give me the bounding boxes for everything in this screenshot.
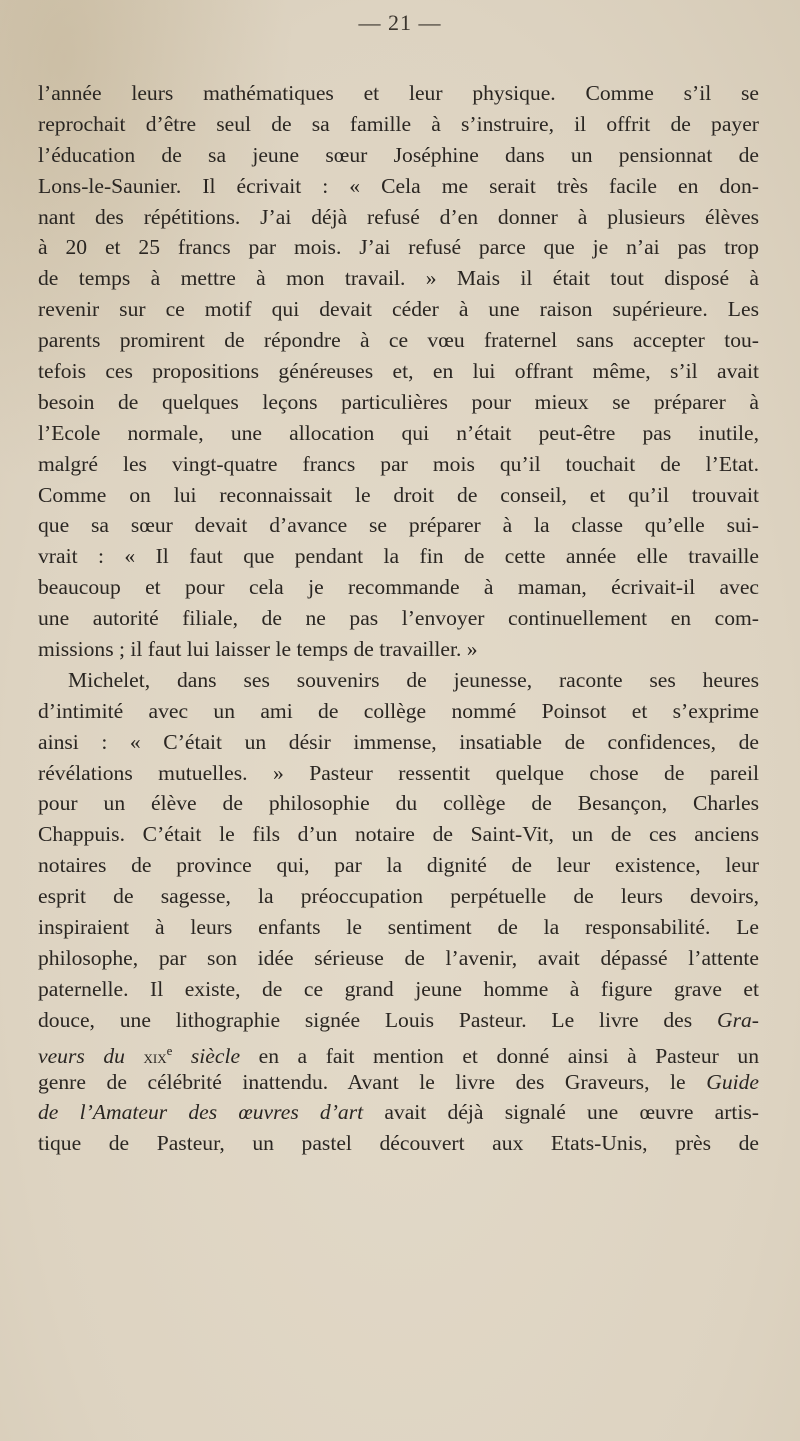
text-line: revenir sur ce motif qui devait céder à une raison supérieure. Les [38, 297, 759, 322]
italic-text: veurs du [38, 1043, 125, 1068]
italic-text: siècle [190, 1043, 241, 1068]
text-segment: genre de célébrité inattendu. Avant le livre des Graveurs, le [38, 1069, 686, 1094]
text-line: que sa sœur devait d’avance se préparer à la classe qu’elle sui- [38, 513, 759, 538]
text-segment: paternelle. Il existe, de ce grand jeune homme à figure grave et [38, 976, 759, 1001]
text-line: vrait : « Il faut que pendant la fin de cette année elle travaille [38, 544, 759, 569]
text-line: besoin de quelques leçons particulières pour mieux se préparer à [38, 389, 759, 414]
text-line: l’Ecole normale, une allocation qui n’était peut-être pas inutile, [38, 420, 759, 445]
text-line: nant des répétitions. J’ai déjà refusé d’en donner à plusieurs élèves [38, 204, 759, 229]
text-line: notaires de province qui, par la dignité de leur existence, leur [38, 853, 759, 878]
text-line: ainsi : « C’était un désir immense, insatiable de confidences, de [38, 729, 759, 754]
text-line: pour un élève de philosophie du collège de Besançon, Charles [38, 791, 759, 816]
text-line: d’intimité avec un ami de collège nommé Poinsot et s’exprime [38, 698, 759, 723]
text-line: beaucoup et pour cela je recommande à maman, écrivait-il avec [38, 575, 759, 600]
text-segment: douce, une lithographie signée Louis Pasteur. Le livre des [38, 1007, 693, 1032]
text-line: Chappuis. C’était le fils d’un notaire de Saint-Vit, un de ces anciens [38, 822, 759, 847]
text-line: de temps à mettre à mon travail. » Mais il était tout disposé à [38, 266, 759, 291]
text-line: esprit de sagesse, la préoccupation perpétuelle de leurs devoirs, [38, 884, 759, 909]
italic-text: Guide [706, 1069, 759, 1094]
text-line: l’éducation de sa jeune sœur Joséphine dans un pensionnat de [38, 142, 759, 167]
text-line-paragraph-start: Michelet, dans ses souvenirs de jeunesse, raconte ses heures [68, 667, 759, 692]
text-line [38, 1005, 759, 1036]
text-line [38, 1067, 759, 1098]
century-superscript: e [166, 1042, 173, 1058]
text-line: une autorité filiale, de ne pas l’envoyer continuellement en com- [38, 606, 759, 631]
text-line: malgré les vingt-quatre francs par mois qu’il touchait de l’Etat. [38, 451, 759, 476]
century-numeral: xix [143, 1046, 167, 1068]
text-line: tique de Pasteur, un pastel découvert aux Etats-Unis, près de [38, 1131, 759, 1156]
italic-text: Gra- [717, 1007, 759, 1032]
text-line: Comme on lui reconnaissait le droit de conseil, et qu’il trouvait [38, 482, 759, 507]
text-line [38, 1036, 759, 1067]
text-line: tefois ces propositions généreuses et, en lui offrant même, s’il avait [38, 359, 759, 384]
italic-text: de l’Amateur des œuvres d’art [38, 1100, 364, 1125]
text-line: à 20 et 25 francs par mois. J’ai refusé parce que je n’ai pas trop [38, 235, 759, 260]
text-line: Lons-le-Saunier. Il écrivait : « Cela me serait très facile en don- [38, 173, 759, 198]
text-line: révélations mutuelles. » Pasteur ressentit quelque chose de pareil [38, 760, 759, 785]
text-line: parents promirent de répondre à ce vœu fraternel sans accepter tou- [38, 328, 759, 353]
text-segment: avait déjà signalé une œuvre artis- [384, 1100, 759, 1125]
text-line: philosophe, par son idée sérieuse de l’avenir, avait dépassé l’attente [38, 945, 759, 970]
page-number: — 21 — [358, 10, 442, 35]
text-line [38, 1097, 759, 1128]
text-line-paragraph-end: missions ; il faut lui laisser le temps de travailler. » [38, 637, 478, 662]
text-line: inspiraient à leurs enfants le sentiment de la responsabilité. Le [38, 915, 759, 940]
text-segment: en a fait mention et donné ainsi à Pasteur un [258, 1043, 760, 1068]
body-text [38, 78, 759, 1159]
text-line: reprochait d’être seul de sa famille à s’instruire, il offrit de payer [38, 111, 759, 136]
text-line [38, 974, 759, 1005]
text-line: l’année leurs mathématiques et leur physique. Comme s’il se [38, 81, 759, 105]
